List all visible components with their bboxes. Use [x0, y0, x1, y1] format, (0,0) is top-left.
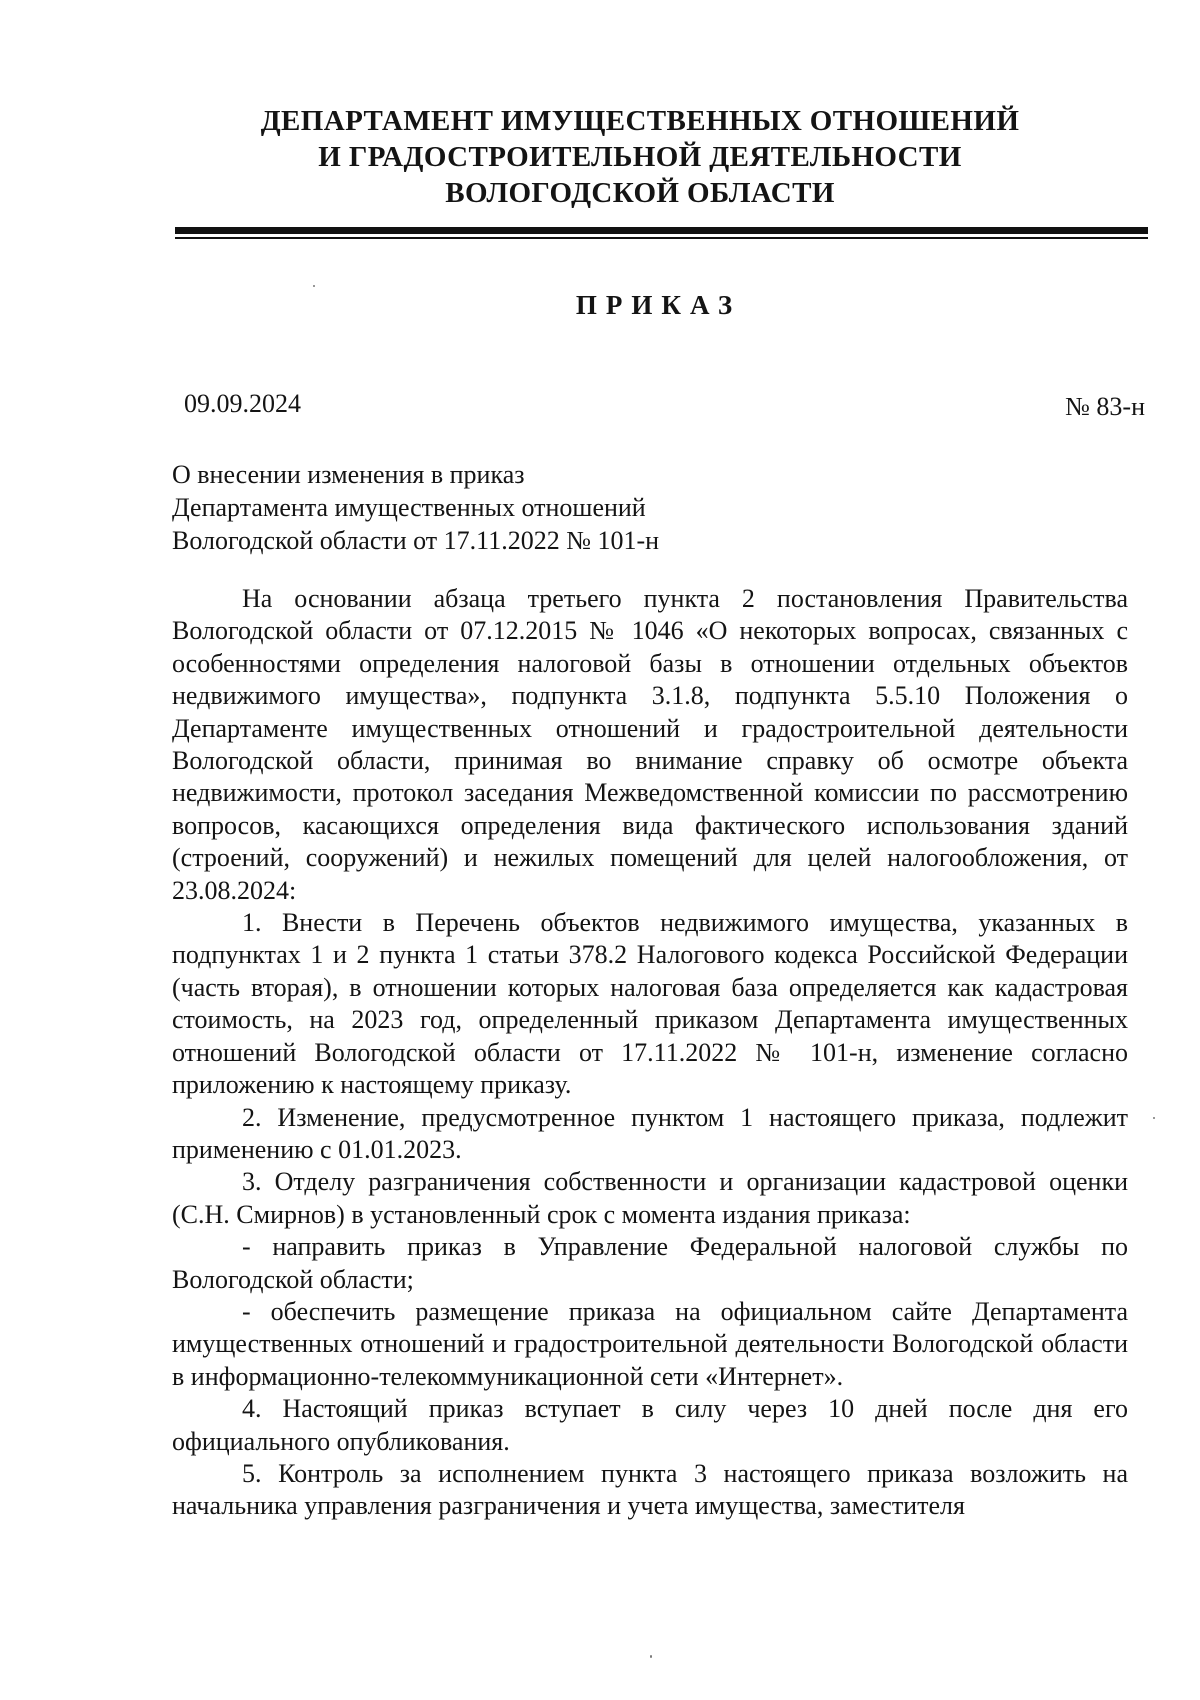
clause-3-item-2: - обеспечить размещение приказа на официальном сайте Департамента имущественных отношений и градостроительной деятельности Вологодской области в информационно-телекоммуникационной сети «Интернет».	[172, 1296, 1128, 1391]
document-type-title: ПРИКАЗ	[575, 290, 742, 320]
preamble-paragraph: На основании абзаца третьего пункта 2 постановления Правительства Вологодской области от 07.12.2015 № 1046 «О некоторых вопросах, связанных с особенностями определения налоговой базы в отношении отдельных объектов недвижимого имущества», подпункта 3.1.8, подпункта 5.5.10 Положения о Департаменте имущественных отношений и градостроительной деятельности Вологодской области, принимая во внимание справку об осмотре объекта недвижимости, протокол заседания Межведомственной комиссии по рассмотрению вопросов, касающихся определения вида фактического использования зданий (строений, сооружений) и нежилых помещений для целей налогообложения, от 23.08.2024:	[172, 584, 1128, 905]
subject-line-3: Вологодской области от 17.11.2022 № 101-н	[172, 526, 660, 555]
department-header	[160, 103, 1120, 211]
clause-2-paragraph: 2. Изменение, предусмотренное пунктом 1 настоящего приказа, подлежит применению с 01.01.2023.	[172, 1102, 1128, 1164]
scan-speck	[1153, 1117, 1155, 1119]
document-number: № 83-н	[1065, 392, 1145, 421]
subject-line-2: Департамента имущественных отношений	[172, 493, 646, 522]
document-subject	[172, 458, 872, 557]
scan-speck	[650, 1655, 652, 1658]
header-line-2: И ГРАДОСТРОИТЕЛЬНОЙ ДЕЯТЕЛЬНОСТИ	[318, 141, 962, 173]
header-line-3: ВОЛОГОДСКОЙ ОБЛАСТИ	[445, 177, 835, 209]
clause-3-paragraph: 3. Отделу разграничения собственности и организации кадастровой оценки (С.Н. Смирнов) в установленный срок с момента издания приказа:	[172, 1167, 1128, 1229]
clause-3-item-1: - направить приказ в Управление Федеральной налоговой службы по Вологодской области;	[172, 1232, 1128, 1294]
scan-speck	[313, 285, 315, 287]
clause-1-paragraph: 1. Внести в Перечень объектов недвижимого имущества, указанных в подпунктах 1 и 2 пункта 1 статьи 378.2 Налогового кодекса Российской Федерации (часть вторая), в отношении которых налоговая база определяется как кадастровая стоимость, на 2023 год, определенный приказом Департамента имущественных отношений Вологодской области от 17.11.2022 № 101-н, изменение согласно приложению к настоящему приказу.	[172, 908, 1128, 1100]
header-divider-thick	[175, 227, 1148, 234]
document-body	[172, 583, 1128, 1523]
document-date: 09.09.2024	[184, 389, 301, 418]
subject-line-1: О внесении изменения в приказ	[172, 460, 525, 489]
header-divider-thin	[175, 237, 1148, 239]
clause-4-paragraph: 4. Настоящий приказ вступает в силу через 10 дней после дня его официального опубликования.	[172, 1394, 1128, 1456]
header-line-1: ДЕПАРТАМЕНТ ИМУЩЕСТВЕННЫХ ОТНОШЕНИЙ	[260, 105, 1020, 137]
clause-5-paragraph: 5. Контроль за исполнением пункта 3 настоящего приказа возложить на начальника управления разграничения и учета имущества, заместителя	[172, 1458, 1128, 1521]
